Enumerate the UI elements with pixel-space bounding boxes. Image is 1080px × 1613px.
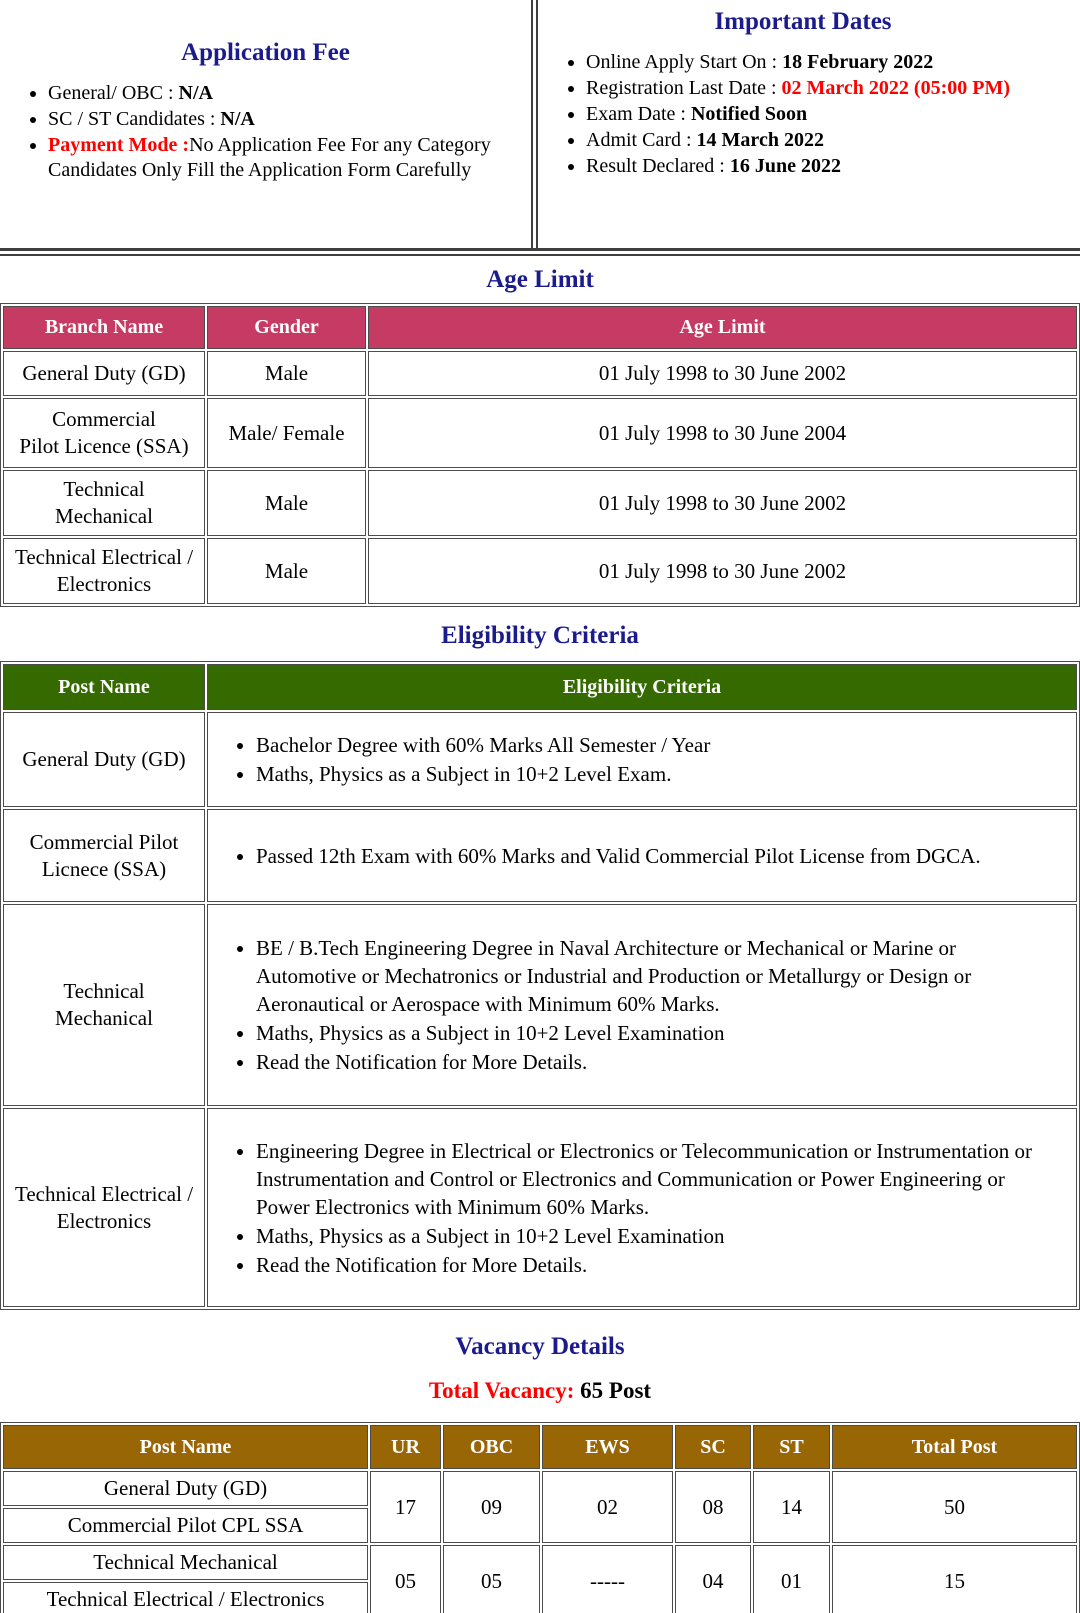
date-item-label: Registration Last Date :	[586, 77, 782, 99]
vacancy-col-post-name: Post Name	[3, 1425, 368, 1469]
post-name-cell	[3, 809, 205, 902]
date-item-label: Result Declared :	[586, 155, 730, 177]
age-table-header-row	[3, 306, 1077, 349]
date-item-apply-start	[586, 50, 1062, 75]
vacancy-ur-cell: 17	[370, 1471, 441, 1543]
branch-name-line: Commercial	[52, 407, 156, 431]
gender-cell: Male	[207, 351, 366, 396]
date-item-label: Online Apply Start On :	[586, 51, 783, 73]
fee-item-value: N/A	[220, 108, 255, 130]
eligibility-row	[3, 904, 1077, 1106]
vacancy-sc-cell: 04	[675, 1545, 751, 1613]
date-item-admit-card	[586, 128, 1062, 153]
fee-item-payment-mode	[48, 133, 525, 183]
age-table-row	[3, 351, 1077, 396]
eligibility-title: Eligibility Criteria	[441, 622, 639, 649]
criteria-point: • BE / B.Tech Engineering Degree in Naval Architecture or Mechanical or Marine or Automotive or Mechatronics or Industrial and Production or Metallurgy or Design or Aeronautical or Aerospace with Minimum 60% Marks.	[256, 934, 1048, 1018]
vacancy-col-sc: SC	[675, 1425, 751, 1469]
fee-item-label: General/ OBC :	[48, 82, 179, 104]
criteria-cell	[207, 712, 1077, 807]
age-limit-title: Age Limit	[486, 266, 594, 293]
total-vacancy-label: Total Vacancy:	[428, 1378, 575, 1403]
important-dates-title: Important Dates	[714, 8, 892, 35]
post-name-cell	[3, 712, 205, 807]
fee-item-label: SC / ST Candidates :	[48, 108, 221, 130]
vacancy-row	[3, 1545, 1077, 1580]
gender-cell: Male/ Female	[207, 398, 366, 468]
post-name-line: Electronics	[56, 1208, 152, 1233]
vacancy-col-obc: OBC	[443, 1425, 540, 1469]
branch-name-line: Electronics	[56, 572, 152, 596]
post-name-line: Technical Electrical /	[14, 1181, 194, 1206]
post-name-line: General Duty (GD)	[22, 747, 186, 771]
branch-name-cell	[3, 470, 205, 536]
total-vacancy-value: 65 Post	[580, 1378, 652, 1403]
date-item-exam-date	[586, 102, 1062, 127]
criteria-cell	[207, 1108, 1077, 1307]
criteria-point: • Engineering Degree in Electrical or Electronics or Telecommunication or Instrumentation or Instrumentation and Control or Electronics and Communication or Power Engineering or Power Electronics with Minimum 60% Marks.	[256, 1137, 1048, 1221]
vacancy-st-cell: 14	[753, 1471, 830, 1543]
age-limit-cell: 01 July 1998 to 30 June 2002	[368, 538, 1077, 604]
vacancy-ews-cell: -----	[542, 1545, 673, 1613]
vacancy-post-cell: Technical Mechanical	[3, 1545, 368, 1580]
fee-item-value: N/A	[178, 82, 213, 104]
vacancy-total-cell: 50	[832, 1471, 1077, 1543]
criteria-cell	[207, 809, 1077, 902]
vacancy-row	[3, 1471, 1077, 1506]
branch-name-line: Mechanical	[55, 504, 153, 528]
vacancy-obc-cell: 09	[443, 1471, 540, 1543]
criteria-list	[212, 731, 1048, 788]
branch-name-line: Technical Electrical /	[14, 545, 194, 569]
fee-item-sc-st	[48, 107, 525, 132]
branch-name-cell	[3, 351, 205, 396]
date-item-value: Notified Soon	[690, 103, 808, 125]
branch-name-cell	[3, 538, 205, 604]
criteria-point: • Read the Notification for More Details.	[256, 1048, 1048, 1076]
top-section	[0, 0, 1080, 248]
eligibility-row	[3, 809, 1077, 902]
age-col-age-limit: Age Limit	[368, 306, 1077, 349]
vacancy-obc-cell: 05	[443, 1545, 540, 1613]
eligibility-table	[0, 661, 1080, 1310]
date-item-result-declared	[586, 154, 1062, 179]
age-limit-cell: 01 July 1998 to 30 June 2004	[368, 398, 1077, 468]
gender-cell: Male	[207, 538, 366, 604]
payment-mode-text: No Application Fee For any Category Candidates Only Fill the Application Form Carefully	[48, 134, 491, 181]
criteria-point: • Passed 12th Exam with 60% Marks and Valid Commercial Pilot License from DGCA.	[256, 842, 1048, 870]
vacancy-st-cell: 01	[753, 1545, 830, 1613]
application-fee-list	[0, 81, 531, 183]
vacancy-table	[0, 1422, 1080, 1613]
date-item-label: Exam Date :	[586, 103, 691, 125]
branch-name-line: Technical	[63, 477, 145, 501]
criteria-cell	[207, 904, 1077, 1106]
vacancy-ur-cell: 05	[370, 1545, 441, 1613]
column-divider	[531, 0, 538, 248]
criteria-point: • Maths, Physics as a Subject in 10+2 Level Examination	[256, 1019, 1048, 1047]
branch-name-cell	[3, 398, 205, 468]
post-name-line: Commercial Pilot	[29, 829, 179, 854]
vacancy-col-ur: UR	[370, 1425, 441, 1469]
date-item-value: 18 February 2022	[782, 51, 934, 73]
age-col-gender: Gender	[207, 306, 366, 349]
post-name-line: Technical	[63, 979, 145, 1003]
eligibility-row	[3, 712, 1077, 807]
total-vacancy-line	[0, 1377, 1080, 1405]
age-limit-cell: 01 July 1998 to 30 June 2002	[368, 470, 1077, 536]
post-name-cell	[3, 1108, 205, 1307]
criteria-point: • Maths, Physics as a Subject in 10+2 Level Exam.	[256, 760, 1048, 788]
criteria-list	[212, 934, 1048, 1076]
criteria-point: • Read the Notification for More Details.	[256, 1251, 1048, 1279]
important-dates-list	[538, 50, 1068, 179]
vacancy-col-ews: EWS	[542, 1425, 673, 1469]
vacancy-post-cell: Commercial Pilot CPL SSA	[3, 1508, 368, 1543]
date-item-label: Admit Card :	[586, 129, 697, 151]
branch-name-line: Pilot Licence (SSA)	[19, 434, 189, 458]
vacancy-total-cell: 15	[832, 1545, 1077, 1613]
vacancy-post-cell: General Duty (GD)	[3, 1471, 368, 1506]
vacancy-col-total-post: Total Post	[832, 1425, 1077, 1469]
vacancy-sc-cell: 08	[675, 1471, 751, 1543]
post-name-line: Mechanical	[55, 1006, 153, 1030]
age-table-row	[3, 398, 1077, 468]
criteria-point: • Maths, Physics as a Subject in 10+2 Level Examination	[256, 1222, 1048, 1250]
age-limit-cell: 01 July 1998 to 30 June 2002	[368, 351, 1077, 396]
gender-cell: Male	[207, 470, 366, 536]
horizontal-divider	[0, 248, 1080, 256]
vacancy-post-cell: Technical Electrical / Electronics	[3, 1582, 368, 1613]
fee-item-general-obc	[48, 81, 525, 106]
post-name-line: Licnece (SSA)	[41, 856, 167, 881]
post-name-cell	[3, 904, 205, 1106]
vacancy-ews-cell: 02	[542, 1471, 673, 1543]
date-item-value: 16 June 2022	[729, 155, 841, 177]
criteria-list	[212, 842, 1048, 870]
age-table-row	[3, 470, 1077, 536]
application-fee-section	[0, 0, 531, 248]
date-item-registration-last	[586, 76, 1062, 101]
age-col-branch-name: Branch Name	[3, 306, 205, 349]
age-limit-table	[0, 303, 1080, 607]
important-dates-section	[538, 0, 1080, 248]
vacancy-col-st: ST	[753, 1425, 830, 1469]
payment-mode-label: Payment Mode :	[48, 134, 190, 156]
eligibility-header-row	[3, 664, 1077, 710]
application-fee-title: Application Fee	[181, 39, 350, 66]
criteria-list	[212, 1137, 1048, 1279]
eligibility-col-criteria: Eligibility Criteria	[207, 664, 1077, 710]
vacancy-header-row	[3, 1425, 1077, 1469]
vacancy-title: Vacancy Details	[455, 1333, 625, 1360]
date-item-value: 14 March 2022	[696, 129, 824, 151]
date-item-value: 02 March 2022 (05:00 PM)	[781, 77, 1010, 99]
age-table-row	[3, 538, 1077, 604]
eligibility-row	[3, 1108, 1077, 1307]
branch-name-line: General Duty (GD)	[22, 361, 186, 385]
criteria-point: • Bachelor Degree with 60% Marks All Semester / Year	[256, 731, 1048, 759]
eligibility-col-post-name: Post Name	[3, 664, 205, 710]
